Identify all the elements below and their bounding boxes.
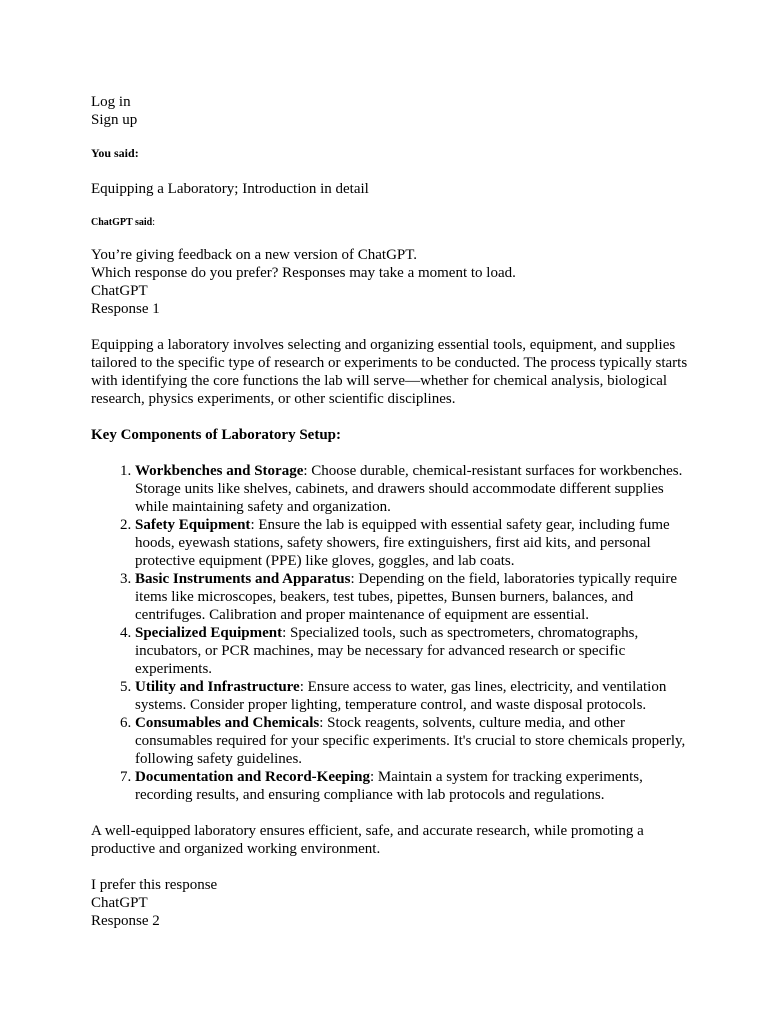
list-item-title: Basic Instruments and Apparatus: [135, 571, 351, 587]
assistant-turn-label-row: [91, 215, 691, 229]
response1-author: ChatGPT: [91, 283, 148, 299]
list-item: [135, 624, 691, 678]
list-item: [135, 768, 691, 804]
spacer: [91, 408, 691, 426]
list-item-text: : Maintain a system for tracking experiments, recording results, and ensuring compliance with lab protocols and regulations.: [135, 769, 643, 803]
list-item-title: Specialized Equipment: [135, 625, 283, 641]
response2-label: Response 2: [91, 913, 160, 929]
user-turn-label: You said:: [91, 146, 139, 160]
list-item: [135, 462, 691, 516]
conversation-page: [91, 93, 691, 930]
response-intro: Equipping a laboratory involves selecting and organizing essential tools, equipment, and supplies tailored to the specific type of research or experiments to be conducted. The process typically starts with identifying the core functions the lab will serve—whether for chemical analysis, biological research, physics experiments, or other scientific disciplines.: [91, 337, 688, 407]
list-item-text: : Specialized tools, such as spectrometers, chromatographs, incubators, or PCR machines, may be necessary for advanced research or specific experiments.: [135, 625, 639, 677]
list-item-text: : Stock reagents, solvents, culture media, and other consumables required for your specific experiments. It's crucial to store chemicals properly, following safety guidelines.: [135, 715, 686, 767]
spacer: [91, 160, 691, 180]
feedback-notice: You’re giving feedback on a new version of ChatGPT.: [91, 247, 418, 263]
prefer-question: Which response do you prefer? Responses may take a moment to load.: [91, 265, 516, 281]
response-conclusion: A well-equipped laboratory ensures efficient, safe, and accurate research, while promoting a productive and organized working environment.: [91, 823, 644, 857]
spacer: [91, 858, 691, 876]
components-list: [91, 462, 691, 804]
response1-label: Response 1: [91, 301, 160, 317]
spacer: [91, 444, 691, 462]
spacer: [91, 129, 691, 146]
list-item-text: : Choose durable, chemical-resistant surfaces for workbenches. Storage units like shelves, cabinets, and drawers should accommodate different supplies while maintaining safety and organization.: [135, 463, 683, 515]
spacer: [91, 229, 691, 246]
spacer: [91, 198, 691, 215]
list-item-title: Documentation and Record-Keeping: [135, 769, 370, 785]
list-item-title: Utility and Infrastructure: [135, 679, 300, 695]
list-item-text: : Ensure access to water, gas lines, electricity, and ventilation systems. Consider proper lighting, temperature control, and waste disposal protocols.: [135, 679, 667, 713]
assistant-turn-label-colon: :: [152, 217, 156, 228]
list-item: [135, 678, 691, 714]
assistant-turn-label: ChatGPT said: [91, 217, 153, 228]
spacer: [91, 804, 691, 822]
login-link[interactable]: Log in: [91, 94, 131, 110]
list-item: [135, 516, 691, 570]
list-item-title: Consumables and Chemicals: [135, 715, 320, 731]
signup-link[interactable]: Sign up: [91, 112, 138, 128]
list-item-title: Workbenches and Storage: [135, 463, 304, 479]
list-item-title: Safety Equipment: [135, 517, 251, 533]
list-item: [135, 714, 691, 768]
response2-author: ChatGPT: [91, 895, 148, 911]
prefer-response-button[interactable]: I prefer this response: [91, 877, 218, 893]
list-item: [135, 570, 691, 624]
list-item-text: : Depending on the field, laboratories typically require items like microscopes, beakers, test tubes, pipettes, Bunsen burners, balances, and centrifuges. Calibration and proper maintenance of equipment are essential.: [135, 571, 678, 623]
user-message: Equipping a Laboratory; Introduction in detail: [91, 181, 369, 197]
spacer: [91, 318, 691, 336]
key-components-heading: Key Components of Laboratory Setup:: [91, 427, 341, 443]
list-item-text: : Ensure the lab is equipped with essential safety gear, including fume hoods, eyewash stations, safety showers, fire extinguishers, first aid kits, and personal protective equipment (PPE) like gloves, goggles, and lab coats.: [135, 517, 670, 569]
